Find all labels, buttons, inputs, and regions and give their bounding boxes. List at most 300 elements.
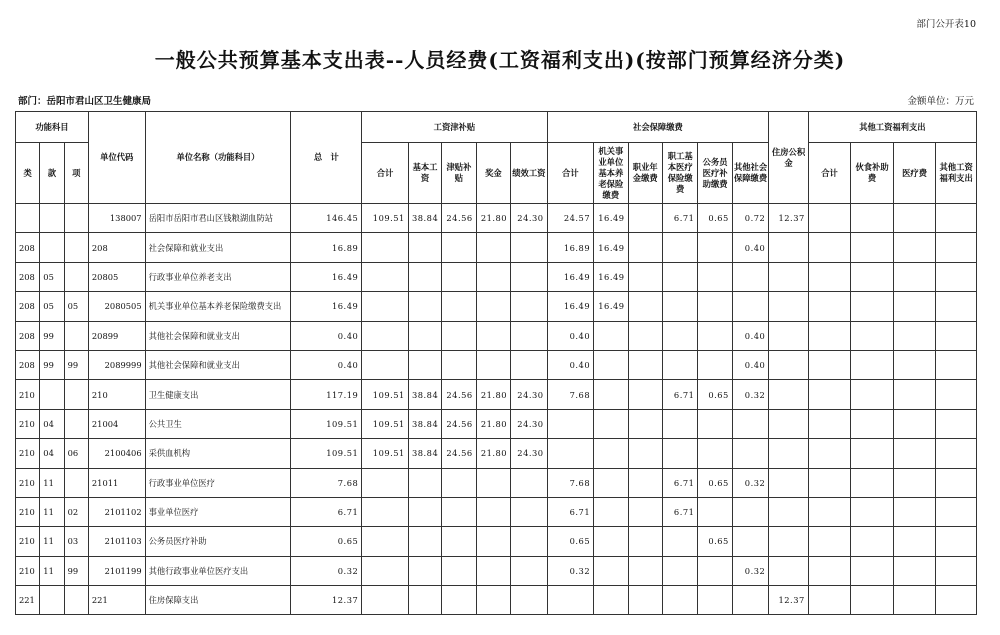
cell-name: 其他行政事业单位医疗支出 bbox=[145, 556, 291, 585]
cell-annuity bbox=[628, 380, 662, 409]
cell-performance: 24.30 bbox=[511, 409, 547, 438]
cell-allowance: 24.56 bbox=[442, 439, 476, 468]
cell-other-social bbox=[732, 409, 768, 438]
cell-lei: 210 bbox=[16, 556, 40, 585]
budget-table bbox=[15, 111, 977, 615]
cell-civil-medical bbox=[698, 262, 732, 291]
cell-xiang: 03 bbox=[64, 527, 88, 556]
header-basic-wage: 基本工资 bbox=[408, 143, 441, 204]
header-func-subject: 功能科目 bbox=[16, 112, 89, 143]
cell-medical-fee bbox=[893, 468, 936, 497]
cell-wage-sum: 109.51 bbox=[362, 380, 409, 409]
cell-meal bbox=[851, 556, 894, 585]
cell-xiang bbox=[64, 380, 88, 409]
cell-lei: 208 bbox=[16, 292, 40, 321]
cell-total: 16.49 bbox=[291, 292, 362, 321]
cell-lei: 210 bbox=[16, 439, 40, 468]
cell-other-social bbox=[732, 586, 768, 615]
cell-total: 0.40 bbox=[291, 321, 362, 350]
cell-allowance: 24.56 bbox=[442, 409, 476, 438]
cell-other-sum bbox=[808, 497, 851, 526]
cell-wage-sum bbox=[362, 556, 409, 585]
table-row bbox=[16, 380, 977, 409]
cell-bonus bbox=[476, 292, 510, 321]
cell-civil-medical: 0.65 bbox=[698, 204, 732, 233]
cell-bonus bbox=[476, 262, 510, 291]
cell-annuity bbox=[628, 204, 662, 233]
cell-social-sum: 16.89 bbox=[547, 233, 594, 262]
cell-other-welfare bbox=[936, 292, 977, 321]
cell-medical bbox=[662, 292, 697, 321]
cell-pension bbox=[594, 321, 628, 350]
table-body bbox=[16, 204, 977, 615]
cell-housing: 12.37 bbox=[769, 204, 808, 233]
cell-total: 109.51 bbox=[291, 409, 362, 438]
cell-pension: 16.49 bbox=[594, 233, 628, 262]
header-wage-sum: 合计 bbox=[362, 143, 409, 204]
cell-medical-fee bbox=[893, 527, 936, 556]
cell-lei: 210 bbox=[16, 497, 40, 526]
cell-civil-medical bbox=[698, 233, 732, 262]
cell-total: 6.71 bbox=[291, 497, 362, 526]
cell-other-social bbox=[732, 497, 768, 526]
cell-bonus: 21.80 bbox=[476, 380, 510, 409]
header-unit-code: 单位代码 bbox=[88, 112, 145, 204]
header-civil-servant-medical: 公务员医疗补助缴费 bbox=[698, 143, 732, 204]
cell-xiang bbox=[64, 262, 88, 291]
cell-name: 其他社会保障和就业支出 bbox=[145, 321, 291, 350]
cell-kuan: 04 bbox=[40, 439, 64, 468]
cell-medical-fee bbox=[893, 321, 936, 350]
cell-medical: 6.71 bbox=[662, 497, 697, 526]
cell-total: 0.40 bbox=[291, 350, 362, 379]
cell-code: 20805 bbox=[88, 262, 145, 291]
table-row bbox=[16, 350, 977, 379]
cell-basic-wage bbox=[408, 527, 441, 556]
cell-pension bbox=[594, 497, 628, 526]
cell-social-sum: 0.65 bbox=[547, 527, 594, 556]
header-xiang: 项 bbox=[64, 143, 88, 204]
cell-housing bbox=[769, 439, 808, 468]
cell-name: 岳阳市岳阳市君山区钱粮湖血防站 bbox=[145, 204, 291, 233]
header-housing-fund: 住房公积金 bbox=[769, 112, 808, 204]
cell-allowance bbox=[442, 292, 476, 321]
table-row bbox=[16, 556, 977, 585]
cell-other-social: 0.32 bbox=[732, 380, 768, 409]
cell-medical-fee bbox=[893, 262, 936, 291]
header-social-sum: 合计 bbox=[547, 143, 594, 204]
cell-allowance bbox=[442, 350, 476, 379]
cell-wage-sum bbox=[362, 321, 409, 350]
cell-civil-medical bbox=[698, 292, 732, 321]
cell-housing bbox=[769, 497, 808, 526]
cell-annuity bbox=[628, 586, 662, 615]
cell-name: 卫生健康支出 bbox=[145, 380, 291, 409]
cell-performance bbox=[511, 586, 547, 615]
cell-housing bbox=[769, 350, 808, 379]
cell-other-social: 0.40 bbox=[732, 233, 768, 262]
cell-social-sum bbox=[547, 409, 594, 438]
cell-annuity bbox=[628, 439, 662, 468]
cell-xiang bbox=[64, 586, 88, 615]
cell-total: 7.68 bbox=[291, 468, 362, 497]
cell-other-social: 0.32 bbox=[732, 556, 768, 585]
cell-basic-wage bbox=[408, 350, 441, 379]
cell-annuity bbox=[628, 350, 662, 379]
form-number: 部门公开表10 bbox=[916, 19, 976, 30]
cell-medical-fee bbox=[893, 233, 936, 262]
table-row bbox=[16, 204, 977, 233]
cell-pension: 16.49 bbox=[594, 292, 628, 321]
cell-annuity bbox=[628, 527, 662, 556]
cell-medical-fee bbox=[893, 350, 936, 379]
cell-pension bbox=[594, 556, 628, 585]
cell-other-welfare bbox=[936, 497, 977, 526]
cell-annuity bbox=[628, 556, 662, 585]
cell-medical-fee bbox=[893, 556, 936, 585]
cell-total: 117.19 bbox=[291, 380, 362, 409]
cell-medical: 6.71 bbox=[662, 468, 697, 497]
cell-annuity bbox=[628, 233, 662, 262]
cell-performance: 24.30 bbox=[511, 380, 547, 409]
cell-other-sum bbox=[808, 468, 851, 497]
cell-code: 2101103 bbox=[88, 527, 145, 556]
cell-medical-fee bbox=[893, 439, 936, 468]
cell-allowance bbox=[442, 527, 476, 556]
cell-meal bbox=[851, 204, 894, 233]
cell-pension bbox=[594, 380, 628, 409]
cell-performance bbox=[511, 350, 547, 379]
cell-code: 221 bbox=[88, 586, 145, 615]
cell-other-social bbox=[732, 262, 768, 291]
header-wage-allowance-group: 工资津补贴 bbox=[362, 112, 547, 143]
cell-civil-medical bbox=[698, 321, 732, 350]
cell-other-sum bbox=[808, 439, 851, 468]
cell-medical: 6.71 bbox=[662, 204, 697, 233]
cell-other-sum bbox=[808, 321, 851, 350]
cell-other-sum bbox=[808, 556, 851, 585]
cell-other-welfare bbox=[936, 556, 977, 585]
header-lei: 类 bbox=[16, 143, 40, 204]
cell-wage-sum bbox=[362, 292, 409, 321]
cell-total: 0.32 bbox=[291, 556, 362, 585]
cell-name: 社会保障和就业支出 bbox=[145, 233, 291, 262]
cell-wage-sum bbox=[362, 262, 409, 291]
cell-lei: 210 bbox=[16, 409, 40, 438]
cell-xiang bbox=[64, 321, 88, 350]
cell-other-social: 0.32 bbox=[732, 468, 768, 497]
cell-kuan bbox=[40, 204, 64, 233]
cell-name: 其他社会保障和就业支出 bbox=[145, 350, 291, 379]
cell-pension: 16.49 bbox=[594, 204, 628, 233]
cell-meal bbox=[851, 350, 894, 379]
report-title: 一般公共预算基本支出表--人员经费(工资福利支出)(按部门预算经济分类) bbox=[154, 48, 846, 72]
table-row bbox=[16, 321, 977, 350]
cell-social-sum: 16.49 bbox=[547, 292, 594, 321]
cell-xiang: 06 bbox=[64, 439, 88, 468]
cell-performance: 24.30 bbox=[511, 439, 547, 468]
cell-meal bbox=[851, 586, 894, 615]
cell-code: 20899 bbox=[88, 321, 145, 350]
cell-name: 公务员医疗补助 bbox=[145, 527, 291, 556]
cell-meal bbox=[851, 292, 894, 321]
cell-wage-sum bbox=[362, 233, 409, 262]
table-row bbox=[16, 409, 977, 438]
header-bonus: 奖金 bbox=[476, 143, 510, 204]
cell-housing: 12.37 bbox=[769, 586, 808, 615]
table-row bbox=[16, 468, 977, 497]
cell-pension bbox=[594, 527, 628, 556]
cell-pension bbox=[594, 586, 628, 615]
cell-xiang bbox=[64, 204, 88, 233]
cell-other-social bbox=[732, 527, 768, 556]
cell-other-sum bbox=[808, 586, 851, 615]
cell-basic-wage bbox=[408, 586, 441, 615]
header-other-sum: 合计 bbox=[808, 143, 851, 204]
cell-medical-fee bbox=[893, 586, 936, 615]
cell-meal bbox=[851, 439, 894, 468]
cell-allowance bbox=[442, 556, 476, 585]
cell-pension bbox=[594, 439, 628, 468]
cell-bonus bbox=[476, 468, 510, 497]
cell-medical bbox=[662, 350, 697, 379]
header-total: 总 计 bbox=[291, 112, 362, 204]
cell-code: 2080505 bbox=[88, 292, 145, 321]
cell-meal bbox=[851, 321, 894, 350]
cell-other-sum bbox=[808, 350, 851, 379]
cell-other-sum bbox=[808, 409, 851, 438]
cell-bonus: 21.80 bbox=[476, 409, 510, 438]
cell-pension bbox=[594, 350, 628, 379]
cell-medical: 6.71 bbox=[662, 380, 697, 409]
cell-lei: 210 bbox=[16, 468, 40, 497]
cell-allowance bbox=[442, 497, 476, 526]
cell-lei: 208 bbox=[16, 321, 40, 350]
cell-kuan: 11 bbox=[40, 527, 64, 556]
cell-basic-wage bbox=[408, 556, 441, 585]
cell-basic-wage bbox=[408, 468, 441, 497]
cell-bonus bbox=[476, 586, 510, 615]
header-medical-insurance: 职工基本医疗保险缴费 bbox=[662, 143, 697, 204]
cell-medical-fee bbox=[893, 380, 936, 409]
cell-other-welfare bbox=[936, 262, 977, 291]
cell-xiang: 99 bbox=[64, 350, 88, 379]
cell-name: 行政事业单位养老支出 bbox=[145, 262, 291, 291]
cell-medical-fee bbox=[893, 497, 936, 526]
cell-housing bbox=[769, 262, 808, 291]
cell-other-welfare bbox=[936, 380, 977, 409]
cell-civil-medical bbox=[698, 556, 732, 585]
cell-civil-medical bbox=[698, 497, 732, 526]
cell-civil-medical: 0.65 bbox=[698, 527, 732, 556]
cell-other-welfare bbox=[936, 439, 977, 468]
cell-housing bbox=[769, 292, 808, 321]
cell-total: 109.51 bbox=[291, 439, 362, 468]
cell-social-sum: 7.68 bbox=[547, 468, 594, 497]
cell-annuity bbox=[628, 497, 662, 526]
cell-allowance: 24.56 bbox=[442, 380, 476, 409]
cell-kuan: 11 bbox=[40, 468, 64, 497]
cell-total: 16.89 bbox=[291, 233, 362, 262]
cell-code: 210 bbox=[88, 380, 145, 409]
cell-name: 公共卫生 bbox=[145, 409, 291, 438]
cell-annuity bbox=[628, 321, 662, 350]
cell-kuan: 99 bbox=[40, 321, 64, 350]
cell-lei: 208 bbox=[16, 233, 40, 262]
cell-xiang bbox=[64, 409, 88, 438]
cell-basic-wage bbox=[408, 321, 441, 350]
cell-name: 采供血机构 bbox=[145, 439, 291, 468]
cell-social-sum: 6.71 bbox=[547, 497, 594, 526]
cell-social-sum: 16.49 bbox=[547, 262, 594, 291]
cell-housing bbox=[769, 233, 808, 262]
cell-performance bbox=[511, 292, 547, 321]
cell-code: 2100406 bbox=[88, 439, 145, 468]
cell-total: 146.45 bbox=[291, 204, 362, 233]
cell-meal bbox=[851, 262, 894, 291]
cell-housing bbox=[769, 321, 808, 350]
cell-other-sum bbox=[808, 204, 851, 233]
cell-social-sum: 0.40 bbox=[547, 350, 594, 379]
cell-lei: 221 bbox=[16, 586, 40, 615]
cell-other-social: 0.72 bbox=[732, 204, 768, 233]
table-row bbox=[16, 439, 977, 468]
cell-other-sum bbox=[808, 292, 851, 321]
cell-annuity bbox=[628, 409, 662, 438]
cell-performance bbox=[511, 468, 547, 497]
cell-kuan bbox=[40, 233, 64, 262]
cell-xiang bbox=[64, 233, 88, 262]
cell-kuan bbox=[40, 586, 64, 615]
header-social-security-group: 社会保障缴费 bbox=[547, 112, 769, 143]
cell-other-sum bbox=[808, 380, 851, 409]
department-label: 部门：岳阳市君山区卫生健康局 bbox=[18, 96, 152, 107]
cell-kuan: 05 bbox=[40, 292, 64, 321]
table-row bbox=[16, 527, 977, 556]
cell-other-welfare bbox=[936, 527, 977, 556]
cell-civil-medical: 0.65 bbox=[698, 380, 732, 409]
cell-bonus: 21.80 bbox=[476, 204, 510, 233]
cell-basic-wage bbox=[408, 233, 441, 262]
cell-housing bbox=[769, 468, 808, 497]
cell-medical-fee bbox=[893, 292, 936, 321]
cell-kuan: 11 bbox=[40, 556, 64, 585]
header-allowance: 津贴补贴 bbox=[442, 143, 476, 204]
cell-other-welfare bbox=[936, 350, 977, 379]
cell-allowance bbox=[442, 233, 476, 262]
cell-basic-wage: 38.84 bbox=[408, 380, 441, 409]
amount-unit-label: 金额单位：万元 bbox=[907, 96, 974, 107]
cell-medical bbox=[662, 233, 697, 262]
cell-wage-sum bbox=[362, 527, 409, 556]
header-meal-subsidy: 伙食补助费 bbox=[851, 143, 894, 204]
cell-lei: 208 bbox=[16, 350, 40, 379]
cell-performance bbox=[511, 556, 547, 585]
cell-name: 行政事业单位医疗 bbox=[145, 468, 291, 497]
cell-xiang: 99 bbox=[64, 556, 88, 585]
cell-performance bbox=[511, 233, 547, 262]
cell-performance: 24.30 bbox=[511, 204, 547, 233]
cell-code: 21011 bbox=[88, 468, 145, 497]
cell-basic-wage: 38.84 bbox=[408, 409, 441, 438]
cell-meal bbox=[851, 233, 894, 262]
cell-other-welfare bbox=[936, 409, 977, 438]
cell-meal bbox=[851, 380, 894, 409]
cell-performance bbox=[511, 497, 547, 526]
cell-social-sum bbox=[547, 439, 594, 468]
header-kuan: 款 bbox=[40, 143, 64, 204]
cell-other-social bbox=[732, 439, 768, 468]
cell-other-welfare bbox=[936, 233, 977, 262]
cell-wage-sum: 109.51 bbox=[362, 439, 409, 468]
cell-allowance bbox=[442, 468, 476, 497]
cell-other-welfare bbox=[936, 204, 977, 233]
cell-code: 138007 bbox=[88, 204, 145, 233]
cell-other-welfare bbox=[936, 468, 977, 497]
table-row bbox=[16, 262, 977, 291]
cell-total: 0.65 bbox=[291, 527, 362, 556]
header-other-welfare-group: 其他工资福利支出 bbox=[808, 112, 976, 143]
header-other-welfare: 其他工资福利支出 bbox=[936, 143, 977, 204]
cell-pension bbox=[594, 468, 628, 497]
cell-xiang: 05 bbox=[64, 292, 88, 321]
cell-lei bbox=[16, 204, 40, 233]
cell-bonus bbox=[476, 350, 510, 379]
cell-social-sum: 0.40 bbox=[547, 321, 594, 350]
cell-other-welfare bbox=[936, 321, 977, 350]
cell-name: 事业单位医疗 bbox=[145, 497, 291, 526]
cell-meal bbox=[851, 409, 894, 438]
cell-kuan: 04 bbox=[40, 409, 64, 438]
cell-code: 2101199 bbox=[88, 556, 145, 585]
cell-meal bbox=[851, 468, 894, 497]
cell-other-social: 0.40 bbox=[732, 321, 768, 350]
cell-meal bbox=[851, 527, 894, 556]
cell-medical bbox=[662, 262, 697, 291]
cell-basic-wage bbox=[408, 262, 441, 291]
cell-wage-sum bbox=[362, 586, 409, 615]
cell-kuan: 99 bbox=[40, 350, 64, 379]
cell-basic-wage: 38.84 bbox=[408, 204, 441, 233]
cell-social-sum: 0.32 bbox=[547, 556, 594, 585]
cell-social-sum: 7.68 bbox=[547, 380, 594, 409]
cell-wage-sum: 109.51 bbox=[362, 204, 409, 233]
cell-medical-fee bbox=[893, 409, 936, 438]
cell-bonus: 21.80 bbox=[476, 439, 510, 468]
cell-total: 12.37 bbox=[291, 586, 362, 615]
cell-pension bbox=[594, 409, 628, 438]
cell-performance bbox=[511, 527, 547, 556]
cell-annuity bbox=[628, 262, 662, 291]
cell-code: 21004 bbox=[88, 409, 145, 438]
table-row bbox=[16, 497, 977, 526]
cell-other-sum bbox=[808, 233, 851, 262]
cell-civil-medical bbox=[698, 586, 732, 615]
cell-code: 208 bbox=[88, 233, 145, 262]
cell-performance bbox=[511, 321, 547, 350]
cell-performance bbox=[511, 262, 547, 291]
cell-bonus bbox=[476, 527, 510, 556]
header-unit-name: 单位名称（功能科目） bbox=[145, 112, 291, 204]
cell-wage-sum bbox=[362, 350, 409, 379]
cell-allowance bbox=[442, 586, 476, 615]
cell-allowance bbox=[442, 321, 476, 350]
cell-allowance: 24.56 bbox=[442, 204, 476, 233]
cell-kuan: 11 bbox=[40, 497, 64, 526]
cell-civil-medical bbox=[698, 409, 732, 438]
cell-kuan: 05 bbox=[40, 262, 64, 291]
table-row bbox=[16, 292, 977, 321]
